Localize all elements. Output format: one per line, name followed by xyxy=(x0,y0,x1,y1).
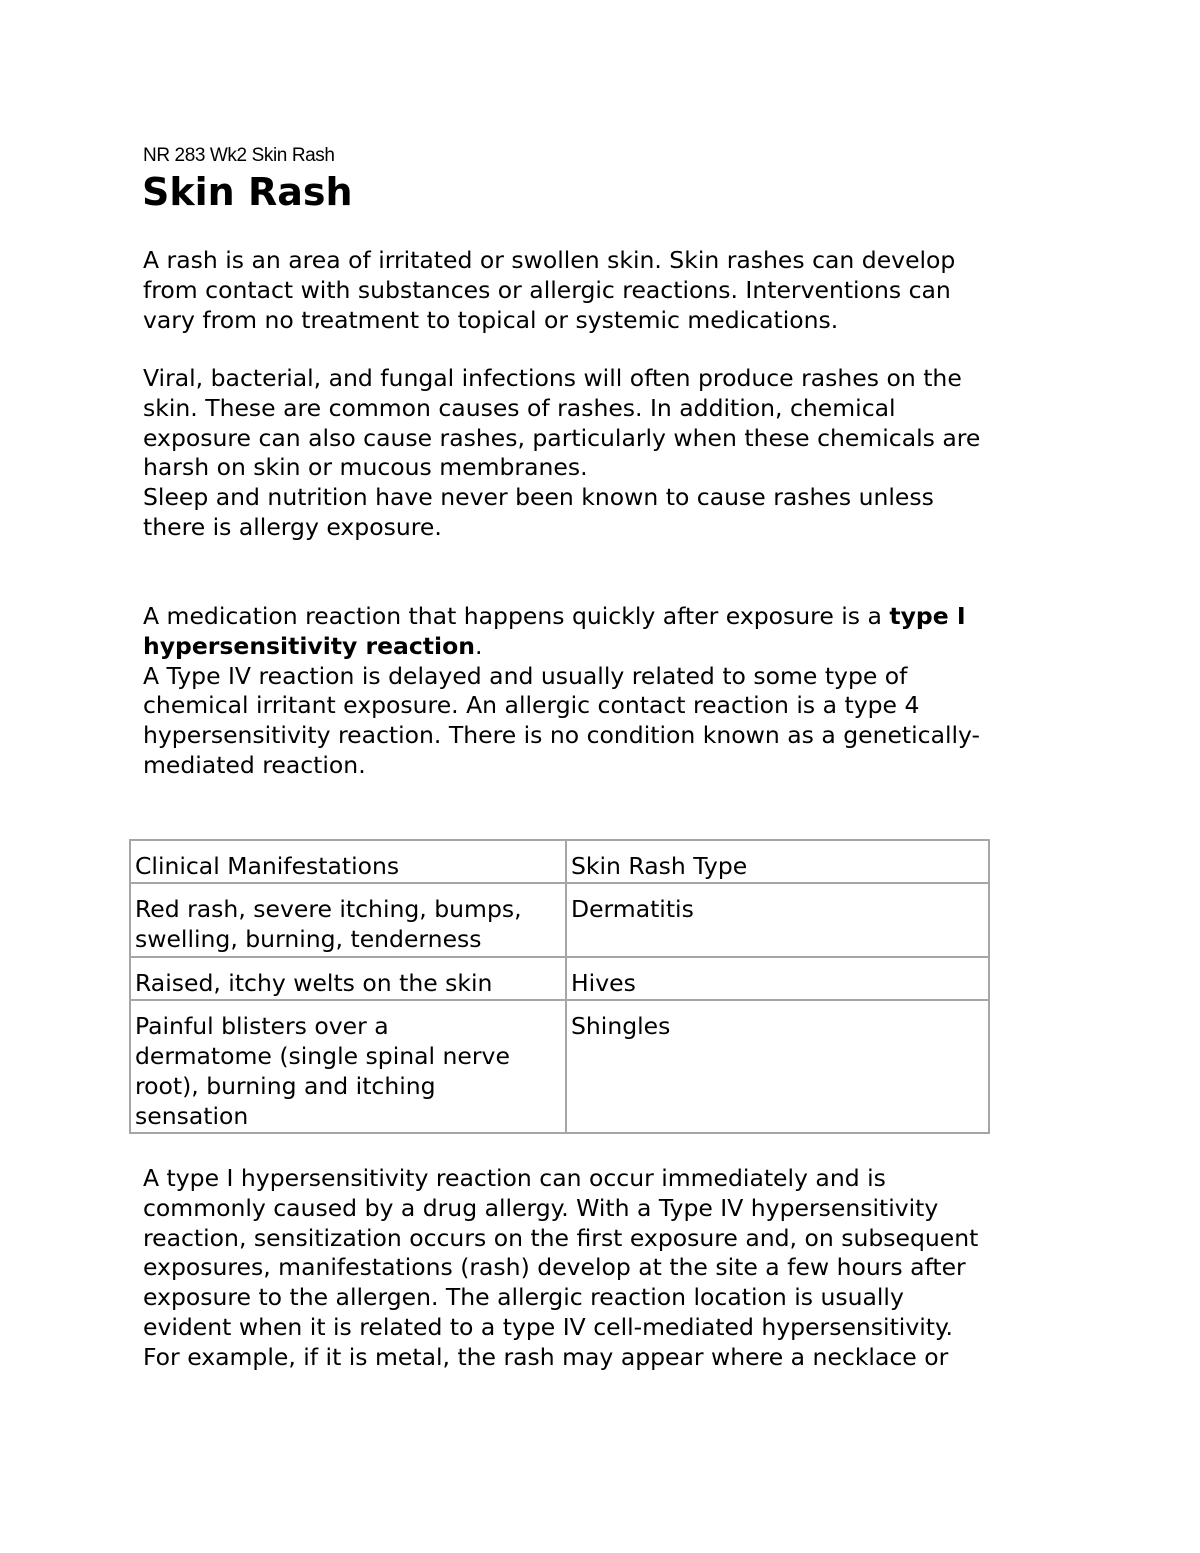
text-line: chemical irritant exposure. An allergic contact reaction is a type 4 xyxy=(143,691,920,720)
text-line: A Type IV reaction is delayed and usually related to some type of xyxy=(143,661,908,690)
cell-line: dermatome (single spinal nerve xyxy=(135,1042,510,1070)
bold-term: hypersensitivity reaction xyxy=(143,631,475,660)
cell-line: swelling, burning, tenderness xyxy=(135,925,482,953)
text-line: A medication reaction that happens quickly after exposure is a xyxy=(143,602,890,630)
cell-line: sensation xyxy=(135,1102,249,1130)
text-line: vary from no treatment to topical or systemic medications. xyxy=(143,305,839,334)
text-line: Viral, bacterial, and fungal infections will often produce rashes on the xyxy=(143,364,962,392)
text-line: hypersensitivity reaction. There is no condition known as a genetically- xyxy=(143,721,981,750)
cell-line: root), burning and itching xyxy=(135,1072,436,1100)
table-header-row xyxy=(130,840,989,883)
text-line: exposures, manifestations (rash) develop at the site a few hours after xyxy=(143,1253,966,1282)
cell-line: Painful blisters over a xyxy=(135,1012,389,1040)
paragraph-hypersensitivity-types xyxy=(143,602,980,781)
paragraph-rash-causes xyxy=(143,364,980,543)
text-line: Sleep and nutrition have never been known to cause rashes unless xyxy=(143,483,934,512)
skin-rash-table xyxy=(129,839,990,1134)
bold-term: type I xyxy=(889,602,966,630)
paragraph-reaction-details xyxy=(143,1164,978,1373)
text-line: harsh on skin or mucous membranes. xyxy=(143,453,588,482)
text-line: commonly caused by a drug allergy. With a Type IV hypersensitivity xyxy=(143,1193,939,1222)
paragraph-rash-definition xyxy=(143,246,955,335)
cell-line: Red rash, severe itching, bumps, xyxy=(135,895,522,923)
text-line: A rash is an area of irritated or swollen skin. Skin rashes can develop xyxy=(143,246,956,274)
text-line: skin. These are common causes of rashes. In addition, chemical xyxy=(143,393,896,422)
table-row xyxy=(130,957,989,1000)
document-header: NR 283 Wk2 Skin Rash xyxy=(143,145,335,166)
manifestation-cell xyxy=(130,957,566,1000)
text-line: there is allergy exposure. xyxy=(143,512,442,541)
table-row xyxy=(130,1000,989,1133)
text-line: evident when it is related to a type IV cell-mediated hypersensitivity. xyxy=(143,1312,954,1341)
text-line: exposure can also cause rashes, particularly when these chemicals are xyxy=(143,423,981,452)
text-line: A type I hypersensitivity reaction can occur immediately and is xyxy=(143,1164,886,1192)
text-line: from contact with substances or allergic reactions. Interventions can xyxy=(143,275,951,304)
text-line: . xyxy=(474,631,483,660)
text-line: mediated reaction. xyxy=(143,750,366,779)
text-line: exposure to the allergen. The allergic reaction location is usually xyxy=(143,1283,904,1312)
manifestation-cell xyxy=(130,883,566,957)
text-line: For example, if it is metal, the rash may appear where a necklace or xyxy=(143,1342,949,1371)
rash-type-cell: Shingles xyxy=(566,1000,989,1133)
text-line: reaction, sensitization occurs on the first exposure and, on subsequent xyxy=(143,1223,979,1252)
table-header-cell: Clinical Manifestations xyxy=(130,840,566,883)
manifestation-cell xyxy=(130,1000,566,1133)
table-row xyxy=(130,883,989,957)
page-title: Skin Rash xyxy=(142,170,353,214)
rash-type-cell: Dermatitis xyxy=(566,883,989,957)
cell-line: Raised, itchy welts on the skin xyxy=(135,969,493,997)
rash-type-cell: Hives xyxy=(566,957,989,1000)
table-header-cell: Skin Rash Type xyxy=(566,840,989,883)
